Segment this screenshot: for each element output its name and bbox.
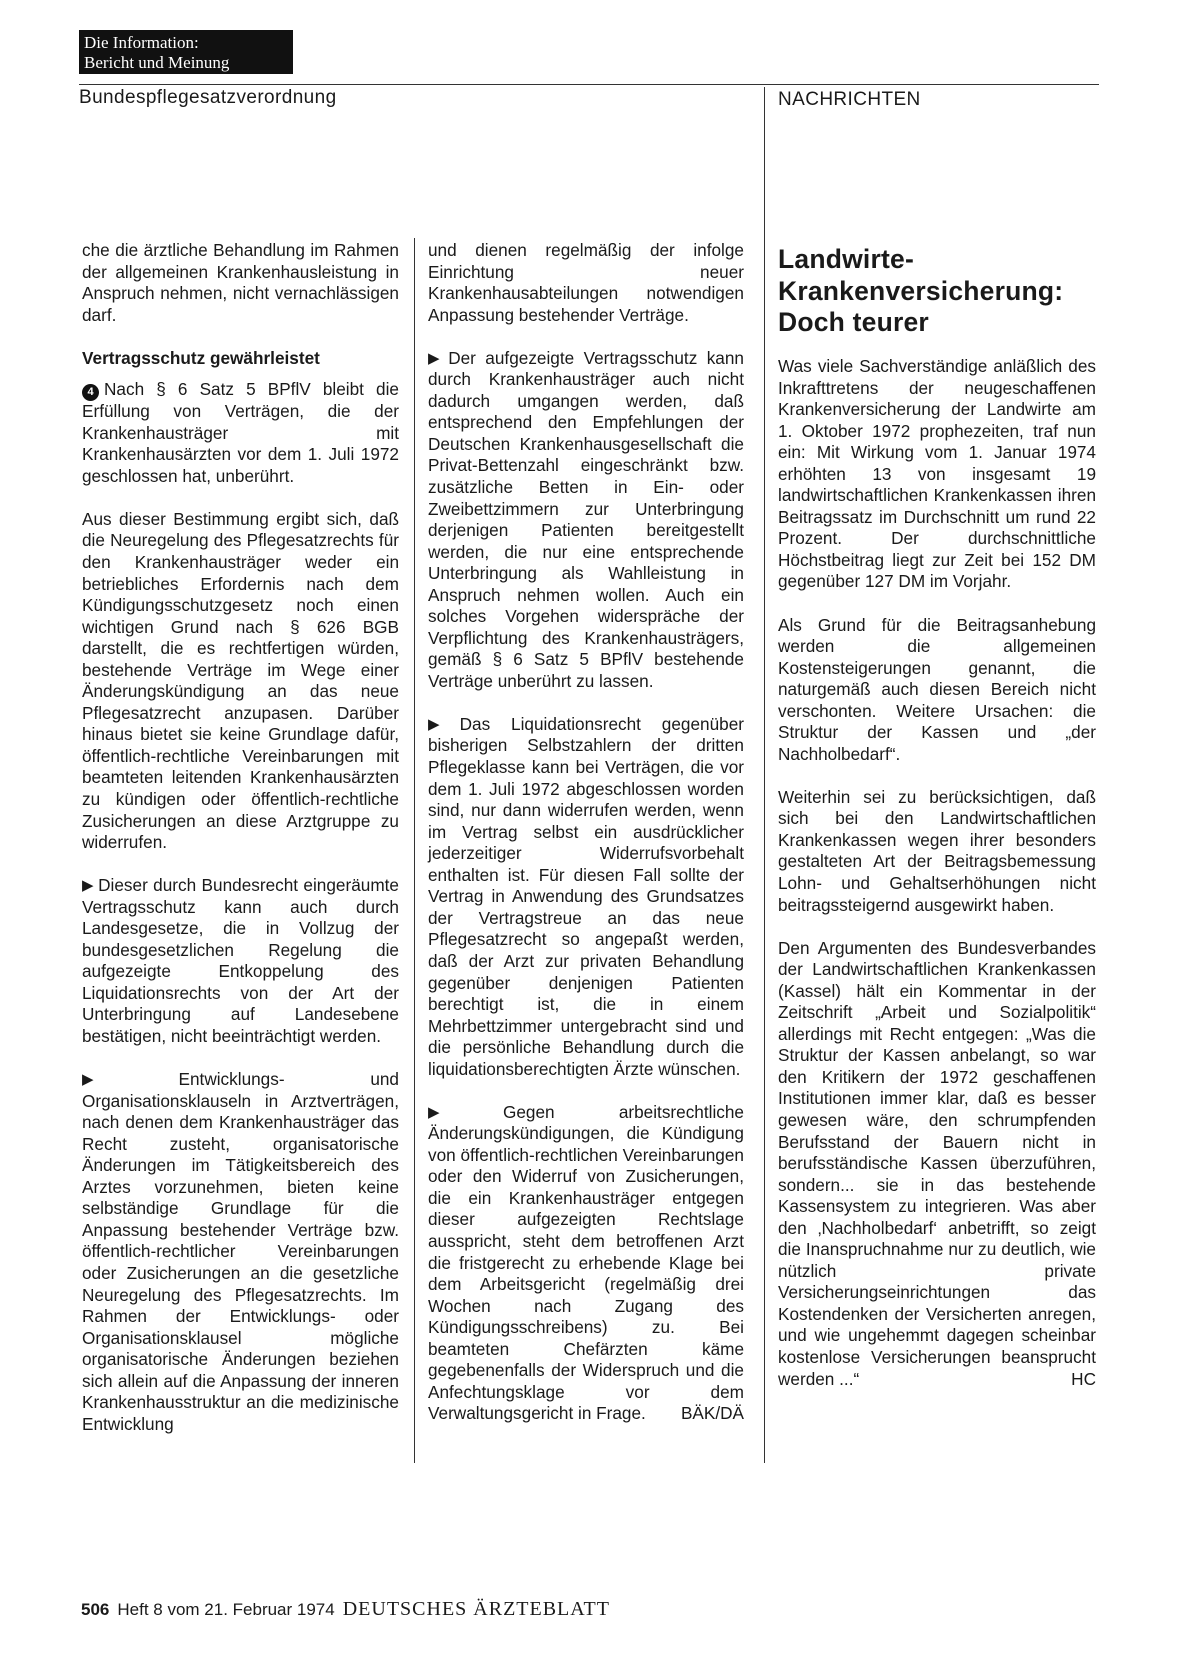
news-headline: Landwirte- Krankenversicherung: Doch teurer [778, 244, 1064, 337]
author-signature: BÄK/DÄ [680, 1403, 744, 1424]
paragraph: ▶ Das Liquidationsrecht gegenüber bisherigen Selbstzahlern der dritten Pflegeklasse kann bei Verträgen, die vor dem 1. Juli 1972 abgeschlossen worden sind, nur dann widerrufen werden, wenn im Vertrag selbst ein ausdrücklicher jederzeitiger Widerrufsvorbehalt enthalten ist. Für diesen Fall sollte der Vertrag in Anwendung des Grundsatzes der Vertragstreue an das neue Pflegesatzrecht so angepaßt werden, daß der Arzt zur privaten Behandlung gegenüber denjenigen Patienten berechtigt ist, die in einem Mehrbettzimmer untergebracht sind und die persönliche Behandlung durch die liquidationsberechtigten Ärzte wünschen. [428, 713, 744, 1079]
paragraph: ▶ Der aufgezeigte Vertragsschutz kann durch Krankenhausträger auch nicht dadurch umgangen werden, daß entsprechend den Empfehlungen der Deutschen Krankenhausgesellschaft die Privat-Bettenzahl eingeschränkt bzw. zusätzliche Betten in Ein- oder Zweibettzimmern zur Unterbringung derjenigen Patienten bereitgestellt werden, die nur eine entsprechende Unterbringung als Wahlleistung in Anspruch nehmen wollen. Auch ein solches Vorgehen widerspräche der Verpflichtung des Krankenhausträgers, gemäß § 6 Satz 5 BPflV bestehende Verträge unberührt zu lassen. [428, 347, 744, 691]
triangle-bullet-icon: ▶ [82, 877, 95, 895]
paragraph: und dienen regelmäßig der infolge Einrichtung neuer Krankenhausabteilungen notwendigen Anpassung bestehender Verträge. [428, 240, 744, 325]
article-column-2 [428, 240, 744, 1425]
paragraph: ▶ Entwicklungs- und Organisationsklauseln in Arztverträgen, nach denen dem Krankenhausträger das Recht zusteht, organisatorische Änderungen im Tätigkeitsbereich des Arztes vorzunehmen, bieten keine selbständige Grundlage für die Anpassung bestehender Verträge bzw. öffentlich-rechtlicher Vereinbarungen oder Zusicherungen an die gesetzliche Neuregelung des Pflegesatzrechts. Im Rahmen der Entwicklungs- oder Organisationsklausel mögliche organisatorische Änderungen beziehen sich allein auf die Anpassung der inneren Krankenhausstruktur an die medizinische Entwicklung [82, 1069, 399, 1434]
news-column [778, 356, 1096, 1390]
triangle-bullet-icon: ▶ [82, 1071, 175, 1089]
paragraph: Als Grund für die Beitragsanhebung werden die allgemeinen Kostensteigerungen genannt, die naturgemäß auch diesen Bereich nicht verschonten. Weitere Ursachen: die Struktur der Kassen und „der Nachholbedarf“. [778, 614, 1096, 764]
page-footer [81, 1598, 610, 1621]
paragraph: Den Argumenten des Bundesverbandes der Landwirtschaftlichen Krankenkassen (Kassel) hält ein Kommentar in der Zeitschrift „Arbeit und Sozialpolitik“ allerdings mit Recht entgegen: „Was die Struktur der Kassen anbelangt, so war den Kritikern der 1972 geschaffenen Institutionen immer klar, daß es besser gewesen wäre, den schrumpfenden Berufsstand der Bauern nicht in berufsständische Kassen überzuführen, sondern... sie in das bestehende Kassensystem zu integrieren. Was aber den ‚Nachholbedarf‘ anbetrifft, so zeigt die Inanspruchnahme nur zu deutlich, wie nützlich private Versicherungseinrichtungen das Kostendenken der Versicherten anregen, und wie ungehemmt dagegen scheinbar kostenlose Versicherungen beansprucht werden ...“ HC [778, 937, 1096, 1389]
paragraph: Aus dieser Bestimmung ergibt sich, daß die Neuregelung des Pflegesatzrechts für den Krankenhausträger weder ein betriebliches Erfordernis nach dem Kündigungsschutzgesetz noch einen wichtigen Grund nach § 626 BGB darstellt, die es rechtfertigen würden, bestehende Verträge im Wege einer Änderungskündigung an das neue Pflegesatzrecht anzupasen. Darüber hinaus bietet sie keine Grundlage dafür, öffentlich-rechtliche Vereinbarungen mit beamteten leitenden Krankenhausärzten zu kündigen oder öffentlich-rechtliche Zusicherungen an diese Arztgruppe zu widerrufen. [82, 508, 399, 853]
column-divider-1 [414, 238, 415, 1463]
paragraph: Was viele Sachverständige anläßlich des Inkrafttretens der neugeschaffenen Krankenversicherung der Landwirte am 1. Oktober 1972 prophezeiten, traf nun ein: Mit Wirkung vom 1. Januar 1974 erhöhten 13 von insgesamt 19 landwirtschaftlichen Krankenkassen ihren Beitragssatz im Durchschnitt um rund 22 Prozent. Der durchschnittliche Höchstbeitrag liegt zur Zeit bei 152 DM gegenüber 127 DM im Vorjahr. [778, 356, 1096, 592]
issue-info: Heft 8 vom 21. Februar 1974 [117, 1600, 335, 1619]
section-title-right: NACHRICHTEN [778, 89, 921, 110]
page-number: 506 [81, 1600, 110, 1619]
paragraph: ▶ Gegen arbeitsrechtliche Änderungskündigungen, die Kündigung von öffentlich-rechtlichen Vereinbarungen oder den Widerruf von Zusicherungen, die ein Krankenhausträger entgegen dieser aufgezeigten Rechtslage ausspricht, steht dem betroffenen Arzt die fristgerecht zu erhebende Klage bei dem Arbeitsgericht (regelmäßig drei Wochen nach Zugang des Kündigungsschreibens) zu. Bei beamteten Chefärzten käme gegebenenfalls der Widerspruch und die Anfechtungsklage vor dem Verwaltungsgericht in Frage. BÄK/DÄ [428, 1101, 744, 1424]
author-signature: HC [1071, 1368, 1096, 1389]
triangle-bullet-icon: ▶ [428, 1103, 499, 1121]
paragraph: ▶ Dieser durch Bundesrecht eingeräumte Vertragsschutz kann auch durch Landesgesetze, die in Vollzug der bundesgesetzlichen Regelung die aufgezeigte Entkoppelung des Liquidationsrechts von der Art der Unterbringung auf Landesebene bestätigen, nicht beeinträchtigt werden. [82, 875, 399, 1046]
paragraph: che die ärztliche Behandlung im Rahmen der allgemeinen Krankenhausleistung in Anspruch nehmen, nicht vernachlässigen darf. [82, 240, 399, 325]
paragraph: 4 Nach § 6 Satz 5 BPflV bleibt die Erfüllung von Verträgen, die der Krankenhausträger mit Krankenhausärzten vor dem 1. Juli 1972 geschlossen hat, unberührt. [82, 379, 399, 486]
banner-line-1: Die Information: [84, 33, 199, 52]
header-rule [79, 84, 1099, 85]
banner-line-2: Bericht und Meinung [84, 53, 230, 72]
column-divider-2 [764, 87, 765, 1463]
section-banner [79, 30, 293, 74]
article-column-1 [82, 240, 399, 1435]
paragraph: Weiterhin sei zu berücksichtigen, daß sich bei den Landwirtschaftlichen Krankenkassen wegen ihrer besonders gestalteten Art der Beitragsbemessung Lohn- und Gehaltserhöhungen nicht beitragssteigernd ausgewirkt haben. [778, 786, 1096, 915]
number-badge: 4 [82, 384, 99, 401]
section-title-left: Bundespflegesatzverordnung [79, 87, 337, 108]
triangle-bullet-icon: ▶ [428, 349, 445, 367]
subheading: Vertragsschutz gewährleistet [82, 347, 320, 368]
triangle-bullet-icon: ▶ [428, 715, 456, 733]
journal-name: DEUTSCHES ÄRZTEBLATT [342, 1598, 610, 1620]
